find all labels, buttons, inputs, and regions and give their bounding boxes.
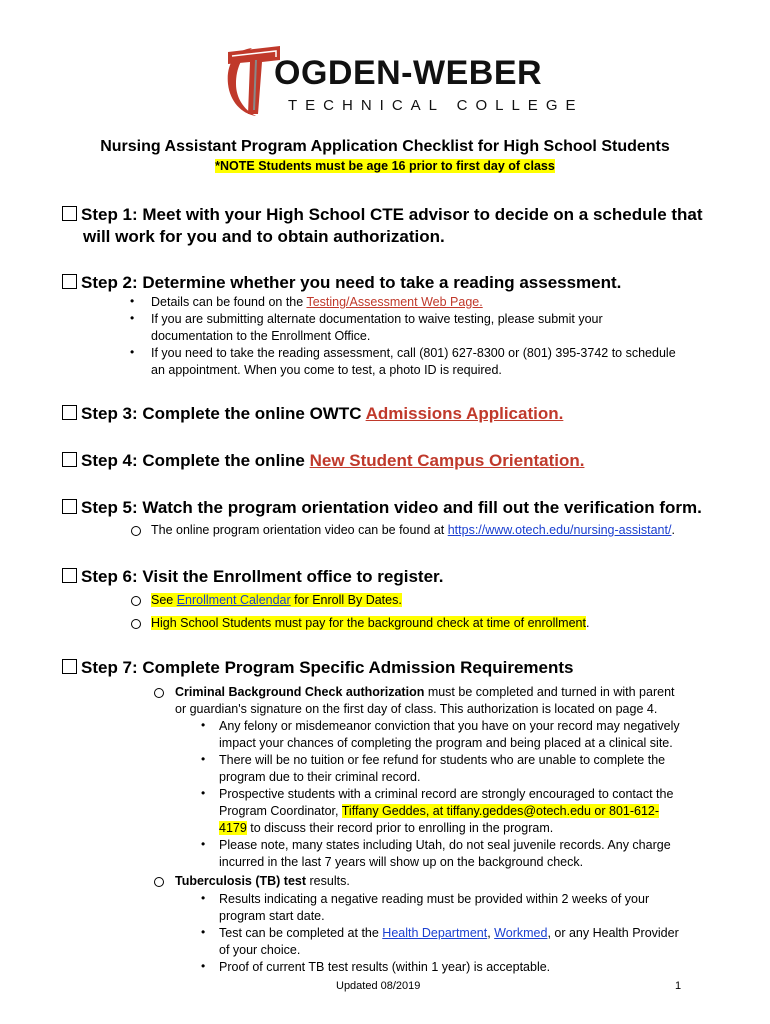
criminal-background-line-2: or guardian's signature on the first day of class. This authorization is located on page 4.: [175, 702, 658, 716]
step-5-bullet-1-text: The online program orientation video can be found at: [151, 523, 448, 537]
page-title: Nursing Assistant Program Application Checklist for High School Students: [100, 138, 670, 155]
step-1-checkbox[interactable]: [62, 206, 77, 221]
step-4-label: Step 4: Complete the online: [81, 451, 310, 470]
tb-sub-1: [219, 891, 649, 925]
circle-bullet-icon: [131, 619, 141, 629]
step-2: [62, 272, 621, 294]
step-2-bullet-2-line-2: documentation to the Enrollment Office.: [151, 329, 371, 343]
step-2-bullet-1: [151, 294, 483, 311]
criminal-sub-2-line-2: program due to their criminal record.: [219, 770, 421, 784]
bullet-icon: •: [201, 891, 206, 905]
step-6-bullet-1-pre: See: [151, 593, 177, 607]
tb-sub-2-line-2: of your choice.: [219, 943, 301, 957]
page-number: 1: [675, 980, 682, 992]
step-7-label: Step 7: Complete Program Specific Admission Requirements: [81, 658, 574, 677]
step-4-checkbox[interactable]: [62, 452, 77, 467]
circle-bullet-icon: [131, 596, 141, 606]
tb-sub-1-line-1: Results indicating a negative reading must be provided within 2 weeks of your: [219, 892, 650, 906]
tb-sub-3: Proof of current TB test results (within 1 year) is acceptable.: [219, 960, 551, 974]
criminal-sub-2-line-1: There will be no tuition or fee refund for students who are unable to complete the: [219, 753, 666, 767]
step-6-bullet-1-post: for Enroll By Dates.: [290, 593, 402, 607]
step-1: [62, 204, 703, 248]
logo-sub-text: TECHNICAL COLLEGE: [288, 97, 584, 114]
step-6-bullet-1: [151, 592, 402, 609]
enrollment-calendar-link[interactable]: Enrollment Calendar: [176, 593, 291, 607]
criminal-background-rest: must be completed and turned in with parent: [424, 685, 675, 699]
tb-sub-2-pre: Test can be completed at the: [219, 926, 383, 940]
circle-bullet-icon: [154, 877, 164, 887]
criminal-sub-3: [219, 786, 673, 837]
step-3-label: Step 3: Complete the online OWTC: [81, 404, 366, 423]
bullet-icon: •: [201, 925, 206, 939]
bullet-icon: •: [201, 786, 206, 800]
criminal-sub-1: [219, 718, 680, 752]
age-note-text: *NOTE Students must be age 16 prior to first day of class: [215, 159, 555, 173]
step-6-bullet-2-post: .: [585, 616, 590, 630]
criminal-sub-3-line-3: to discuss their record prior to enrolling in the program.: [246, 821, 554, 835]
bullet-icon: •: [201, 718, 206, 732]
tb-sub-2-mid: ,: [487, 926, 495, 940]
step-7: [62, 657, 574, 679]
age-note: [0, 159, 770, 173]
bullet-icon: •: [130, 294, 135, 308]
bullet-icon: •: [130, 311, 135, 325]
tb-sub-2: [219, 925, 679, 959]
step-1-line-2: will work for you and to obtain authorization.: [83, 227, 445, 246]
criminal-sub-1-line-1: Any felony or misdemeanor conviction that you have on your record may negatively: [219, 719, 680, 733]
tb-sub-2-post: , or any Health Provider: [547, 926, 679, 940]
step-7-checkbox[interactable]: [62, 659, 77, 674]
admissions-application-link[interactable]: Admissions Application.: [365, 404, 564, 423]
coordinator-contact: Tiffany Geddes, at tiffany.geddes@otech.edu or 801-612-: [341, 804, 660, 818]
logo-main-text: OGDEN-WEBER: [274, 54, 543, 92]
step-3: [62, 403, 563, 425]
step-5-checkbox[interactable]: [62, 499, 77, 514]
circle-bullet-icon: [154, 688, 164, 698]
updated-date: Updated 08/2019: [336, 980, 421, 992]
tb-sub-1-line-2: program start date.: [219, 909, 325, 923]
criminal-background-heading: Criminal Background Check authorization: [175, 685, 425, 699]
criminal-background-item: [175, 684, 675, 718]
criminal-sub-3-line-1: Prospective students with a criminal record are strongly encouraged to contact the: [219, 787, 674, 801]
health-department-link[interactable]: Health Department: [382, 926, 488, 940]
tb-test-item: [175, 873, 350, 890]
step-3-checkbox[interactable]: [62, 405, 77, 420]
criminal-sub-2: [219, 752, 665, 786]
step-5-label: Step 5: Watch the program orientation video and fill out the verification form.: [81, 498, 702, 517]
step-6: [62, 566, 443, 588]
criminal-sub-4-line-2: incurred in the last 7 years will show up on the background check.: [219, 855, 584, 869]
step-2-bullet-2-line-1: If you are submitting alternate documentation to waive testing, please submit your: [151, 312, 603, 326]
bullet-icon: •: [201, 837, 206, 851]
coordinator-phone-end: 4179: [219, 821, 247, 835]
step-2-label: Step 2: Determine whether you need to take a reading assessment.: [81, 273, 622, 292]
bullet-icon: •: [201, 752, 206, 766]
step-2-bullet-3-line-2: an appointment. When you come to test, a photo ID is required.: [151, 363, 502, 377]
step-6-label: Step 6: Visit the Enrollment office to register.: [81, 567, 444, 586]
logo-t-mark-icon: [222, 40, 282, 120]
workmed-link[interactable]: Workmed: [494, 926, 548, 940]
campus-orientation-link[interactable]: New Student Campus Orientation.: [309, 451, 585, 470]
step-2-bullet-2: [151, 311, 603, 345]
step-5-bullet-1-post: .: [671, 523, 675, 537]
bullet-icon: •: [130, 345, 135, 359]
circle-bullet-icon: [131, 526, 141, 536]
tb-test-heading: Tuberculosis (TB) test: [175, 874, 307, 888]
tb-test-rest: results.: [306, 874, 350, 888]
step-6-bullet-2: [151, 615, 589, 632]
step-6-checkbox[interactable]: [62, 568, 77, 583]
step-5: [62, 497, 702, 519]
step-4: [62, 450, 584, 472]
step-5-bullet-1: [151, 522, 675, 539]
college-logo: [222, 40, 584, 120]
testing-assessment-link[interactable]: Testing/Assessment Web Page.: [306, 295, 483, 309]
step-2-bullet-3: [151, 345, 676, 379]
step-2-checkbox[interactable]: [62, 274, 77, 289]
criminal-sub-1-line-2: impact your chances of completing the program and being placed at a clinical site.: [219, 736, 673, 750]
criminal-sub-3-line-2-pre: Program Coordinator,: [219, 804, 342, 818]
background-check-note: High School Students must pay for the background check at time of enrollment: [151, 616, 586, 630]
step-2-bullet-3-line-1: If you need to take the reading assessment, call (801) 627-8300 or (801) 395-3742 to schedule: [151, 346, 676, 360]
nursing-assistant-url-link[interactable]: https://www.otech.edu/nursing-assistant/: [447, 523, 672, 537]
criminal-sub-4: [219, 837, 671, 871]
bullet-icon: •: [201, 959, 206, 973]
step-2-bullet-1-text: Details can be found on the: [151, 295, 307, 309]
step-1-line-1: Step 1: Meet with your High School CTE advisor to decide on a schedule that: [81, 205, 703, 224]
criminal-sub-4-line-1: Please note, many states including Utah, do not seal juvenile records. Any charge: [219, 838, 671, 852]
